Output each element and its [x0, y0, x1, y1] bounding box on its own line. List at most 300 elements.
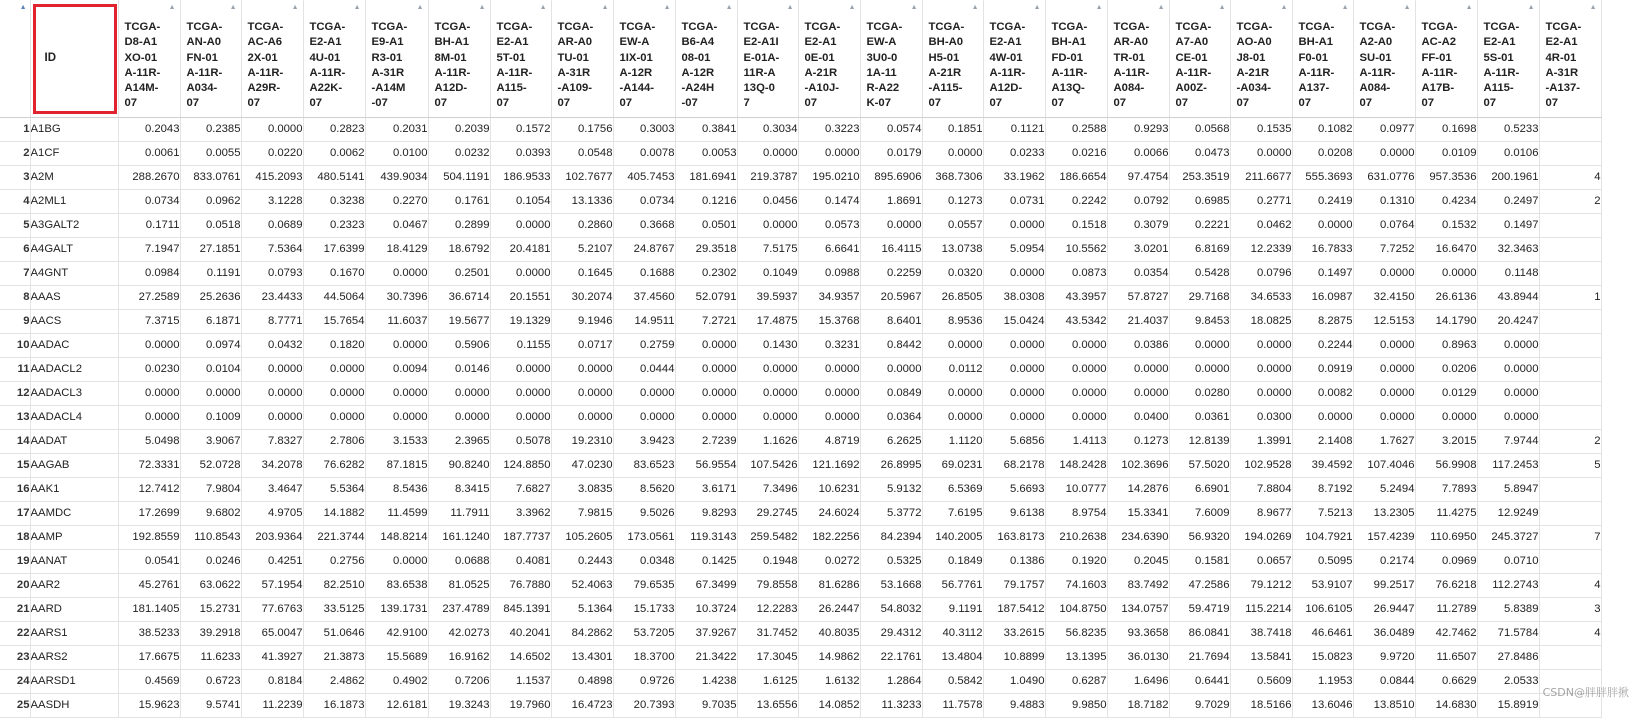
value-cell: 11.2239 — [241, 693, 303, 717]
value-cell: 0.0000 — [490, 381, 551, 405]
value-cell: 17.6399 — [303, 237, 365, 261]
value-cell: 0.0710 — [1477, 549, 1539, 573]
value-cell: 1.0490 — [983, 669, 1045, 693]
value-cell: 0.0969 — [1415, 549, 1477, 573]
value-cell: 11.3233 — [860, 693, 922, 717]
value-cell: 107.5426 — [737, 453, 798, 477]
row-index-header[interactable] — [0, 0, 30, 117]
value-cell: 0.1191 — [180, 261, 241, 285]
column-header-label: TCGA-AO-A0J8-01A-21R-A034-07 — [1236, 21, 1273, 110]
sort-icon: ▲ — [19, 4, 27, 11]
value-cell: 87.1815 — [365, 453, 428, 477]
value-cell: 0.2588 — [1045, 117, 1107, 141]
value-cell: 22.1761 — [860, 645, 922, 669]
value-cell: 9.9720 — [1353, 645, 1415, 669]
column-header-label: TCGA-AC-A62X-01A-11R-A29R-07 — [247, 21, 284, 110]
value-cell: 0.0000 — [613, 405, 675, 429]
gene-id-cell: AAMDC — [30, 501, 118, 525]
value-cell: 6.6901 — [1169, 477, 1230, 501]
value-cell: 0.6985 — [1169, 189, 1230, 213]
value-cell: 19.7960 — [490, 693, 551, 717]
value-cell: 0.5428 — [1169, 261, 1230, 285]
value-cell: 1.1953 — [1292, 669, 1353, 693]
value-cell: 0.0000 — [241, 357, 303, 381]
value-cell: 0.0717 — [551, 333, 613, 357]
value-cell: 0.1425 — [675, 549, 737, 573]
value-cell: 0.0000 — [303, 405, 365, 429]
value-cell: 53.7205 — [613, 621, 675, 645]
table-row[interactable] — [0, 477, 1601, 501]
value-cell: 0.1920 — [1045, 549, 1107, 573]
value-cell: 0.0000 — [613, 381, 675, 405]
value-cell: 0.1497 — [1477, 213, 1539, 237]
value-cell: 36.0130 — [1107, 645, 1169, 669]
value-cell: 0.5095 — [1292, 549, 1353, 573]
value-cell: 0.0731 — [983, 189, 1045, 213]
value-cell: 0.3079 — [1107, 213, 1169, 237]
value-cell: 0.4569 — [118, 669, 180, 693]
value-cell: 27.8486 — [1477, 645, 1539, 669]
gene-id-cell: AADACL4 — [30, 405, 118, 429]
value-cell: 0.0220 — [241, 141, 303, 165]
value-cell: 0.0444 — [613, 357, 675, 381]
value-cell: 51.0646 — [303, 621, 365, 645]
row-number: 23 — [0, 645, 30, 669]
value-cell: 15.7654 — [303, 309, 365, 333]
value-cell: 37.9267 — [675, 621, 737, 645]
column-header[interactable] — [551, 0, 613, 117]
value-cell: 0.2221 — [1169, 213, 1230, 237]
value-cell: 112.2743 — [1477, 573, 1539, 597]
value-cell: 0.1698 — [1415, 117, 1477, 141]
value-cell: 0.0456 — [737, 189, 798, 213]
value-cell: 26.8995 — [860, 453, 922, 477]
row-number: 13 — [0, 405, 30, 429]
value-cell: 52.4063 — [551, 573, 613, 597]
value-cell: 20.4181 — [490, 237, 551, 261]
gene-id-cell: A2ML1 — [30, 189, 118, 213]
value-cell: 5.2107 — [551, 237, 613, 261]
value-cell: 0.0000 — [180, 381, 241, 405]
value-cell: 5.2494 — [1353, 477, 1415, 501]
value-cell: 9.1191 — [922, 597, 983, 621]
value-cell: 0.0000 — [922, 333, 983, 357]
value-cell: 0.0000 — [1045, 381, 1107, 405]
value-cell: 0.0000 — [118, 405, 180, 429]
value-cell: 9.9850 — [1045, 693, 1107, 717]
value-cell: 0.4898 — [551, 669, 613, 693]
value-cell: 17.2699 — [118, 501, 180, 525]
sort-icon: ▲ — [910, 4, 918, 11]
value-cell: 81.0525 — [428, 573, 490, 597]
value-cell: 8.2875 — [1292, 309, 1353, 333]
table-row[interactable] — [0, 165, 1601, 189]
value-cell: 1.6125 — [737, 669, 798, 693]
column-header-label: TCGA-EW-A3U0-01A-11R-A22K-07 — [866, 21, 903, 110]
value-cell: 0.0793 — [241, 261, 303, 285]
value-cell: 0.2385 — [180, 117, 241, 141]
value-cell: 0.0106 — [1477, 141, 1539, 165]
column-header[interactable] — [1477, 0, 1539, 117]
value-cell: 8.9536 — [922, 309, 983, 333]
value-cell: 2 — [1539, 429, 1601, 453]
value-cell: 7.8804 — [1230, 477, 1292, 501]
value-cell: 9.6802 — [180, 501, 241, 525]
row-number: 16 — [0, 477, 30, 501]
gene-id-cell: AAAS — [30, 285, 118, 309]
column-header[interactable] — [490, 0, 551, 117]
value-cell: 79.6535 — [613, 573, 675, 597]
gene-id-cell: AADACL2 — [30, 357, 118, 381]
value-cell: 186.6654 — [1045, 165, 1107, 189]
value-cell: 115.2214 — [1230, 597, 1292, 621]
sort-icon: ▲ — [168, 4, 176, 11]
value-cell: 42.9100 — [365, 621, 428, 645]
value-cell: 504.1191 — [428, 165, 490, 189]
sort-icon: ▲ — [1033, 4, 1041, 11]
value-cell: 140.2005 — [922, 525, 983, 549]
column-header[interactable] — [860, 0, 922, 117]
value-cell: 36.6714 — [428, 285, 490, 309]
table-row[interactable] — [0, 549, 1601, 573]
value-cell: 56.8235 — [1045, 621, 1107, 645]
table-row[interactable] — [0, 333, 1601, 357]
value-cell: 26.2447 — [798, 597, 860, 621]
column-header[interactable] — [737, 0, 798, 117]
value-cell: 5.6856 — [983, 429, 1045, 453]
value-cell: 0.2242 — [1045, 189, 1107, 213]
value-cell: 0.3034 — [737, 117, 798, 141]
value-cell: 237.4789 — [428, 597, 490, 621]
value-cell: 219.3787 — [737, 165, 798, 189]
value-cell: 194.0269 — [1230, 525, 1292, 549]
value-cell: 0.0000 — [737, 213, 798, 237]
value-cell: 26.6136 — [1415, 285, 1477, 309]
value-cell: 26.9447 — [1353, 597, 1415, 621]
value-cell: 163.8173 — [983, 525, 1045, 549]
value-cell: 0.2323 — [303, 213, 365, 237]
value-cell — [1539, 477, 1601, 501]
value-cell: 0.0792 — [1107, 189, 1169, 213]
gene-id-cell: AARS1 — [30, 621, 118, 645]
value-cell: 68.2178 — [983, 453, 1045, 477]
value-cell: 0.0000 — [490, 261, 551, 285]
table-row[interactable] — [0, 213, 1601, 237]
value-cell: 833.0761 — [180, 165, 241, 189]
table-row[interactable] — [0, 597, 1601, 621]
value-cell: 7.1947 — [118, 237, 180, 261]
value-cell: 9.6138 — [983, 501, 1045, 525]
value-cell: 16.0987 — [1292, 285, 1353, 309]
table-row[interactable] — [0, 693, 1601, 717]
value-cell: 0.0467 — [365, 213, 428, 237]
column-header[interactable] — [1415, 0, 1477, 117]
table-row[interactable] — [0, 453, 1601, 477]
value-cell: 34.6533 — [1230, 285, 1292, 309]
value-cell: 97.4754 — [1107, 165, 1169, 189]
value-cell: 181.6941 — [675, 165, 737, 189]
value-cell: 19.1329 — [490, 309, 551, 333]
table-row[interactable] — [0, 381, 1601, 405]
row-number: 18 — [0, 525, 30, 549]
column-header[interactable] — [613, 0, 675, 117]
value-cell: 3.6171 — [675, 477, 737, 501]
value-cell — [1539, 501, 1601, 525]
value-cell — [1539, 645, 1601, 669]
value-cell: 14.0852 — [798, 693, 860, 717]
value-cell: 0.1273 — [1107, 429, 1169, 453]
column-header[interactable] — [428, 0, 490, 117]
value-cell: 72.3331 — [118, 453, 180, 477]
value-cell: 0.0573 — [798, 213, 860, 237]
table-row[interactable] — [0, 357, 1601, 381]
gene-id-cell: AADAC — [30, 333, 118, 357]
value-cell: 3.0201 — [1107, 237, 1169, 261]
value-cell: 0.9293 — [1107, 117, 1169, 141]
value-cell: 0.0000 — [1045, 357, 1107, 381]
value-cell: 0.0000 — [118, 333, 180, 357]
value-cell: 895.6906 — [860, 165, 922, 189]
value-cell: 102.9528 — [1230, 453, 1292, 477]
column-header-label: TCGA-E2-A10E-01A-21R-A10J-07 — [804, 21, 841, 110]
value-cell: 44.5064 — [303, 285, 365, 309]
value-cell: 0.0473 — [1169, 141, 1230, 165]
value-cell: 2 — [1539, 189, 1601, 213]
column-header[interactable] — [180, 0, 241, 117]
value-cell: 81.6286 — [798, 573, 860, 597]
value-cell: 0.0000 — [241, 117, 303, 141]
row-number: 1 — [0, 117, 30, 141]
gene-id-cell: A3GALT2 — [30, 213, 118, 237]
value-cell: 63.0622 — [180, 573, 241, 597]
value-cell: 0.1474 — [798, 189, 860, 213]
table-row[interactable] — [0, 525, 1601, 549]
value-cell: 0.0066 — [1107, 141, 1169, 165]
value-cell: 0.0962 — [180, 189, 241, 213]
value-cell — [1539, 213, 1601, 237]
table-row[interactable] — [0, 621, 1601, 645]
value-cell: 0.0000 — [241, 381, 303, 405]
value-cell: 0.0541 — [118, 549, 180, 573]
value-cell: 0.0246 — [180, 549, 241, 573]
value-cell: 0.2270 — [365, 189, 428, 213]
table-row[interactable] — [0, 141, 1601, 165]
value-cell: 0.0400 — [1107, 405, 1169, 429]
value-cell: 6.2625 — [860, 429, 922, 453]
value-cell: 7.3715 — [118, 309, 180, 333]
value-cell: 0.0364 — [860, 405, 922, 429]
column-header[interactable] — [675, 0, 737, 117]
value-cell: 0.0000 — [1353, 333, 1415, 357]
value-cell: 0.0112 — [922, 357, 983, 381]
value-cell: 0.0000 — [675, 405, 737, 429]
column-header-id[interactable] — [30, 0, 118, 117]
row-number: 25 — [0, 693, 30, 717]
value-cell: 3.4647 — [241, 477, 303, 501]
value-cell: 0.0000 — [1230, 381, 1292, 405]
value-cell: 9.7029 — [1169, 693, 1230, 717]
value-cell: 20.4247 — [1477, 309, 1539, 333]
value-cell: 14.6502 — [490, 645, 551, 669]
value-cell: 67.3499 — [675, 573, 737, 597]
value-cell: 0.4902 — [365, 669, 428, 693]
sort-icon: ▲ — [416, 4, 424, 11]
value-cell: 7.7893 — [1415, 477, 1477, 501]
value-cell: 56.7761 — [922, 573, 983, 597]
value-cell: 161.1240 — [428, 525, 490, 549]
value-cell: 480.5141 — [303, 165, 365, 189]
table-row[interactable] — [0, 189, 1601, 213]
sort-icon: ▲ — [539, 4, 547, 11]
value-cell: 0.8442 — [860, 333, 922, 357]
value-cell: 4.8719 — [798, 429, 860, 453]
value-cell: 117.2453 — [1477, 453, 1539, 477]
value-cell: 18.6792 — [428, 237, 490, 261]
column-header[interactable] — [1045, 0, 1107, 117]
table-row[interactable] — [0, 261, 1601, 285]
value-cell: 0.6287 — [1045, 669, 1107, 693]
value-cell: 6.8169 — [1169, 237, 1230, 261]
value-cell: 84.2862 — [551, 621, 613, 645]
value-cell: 13.6046 — [1292, 693, 1353, 717]
highlight-box — [33, 4, 117, 114]
value-cell: 0.0000 — [1169, 357, 1230, 381]
value-cell: 32.4150 — [1353, 285, 1415, 309]
value-cell: 40.3112 — [922, 621, 983, 645]
value-cell: 259.5482 — [737, 525, 798, 549]
column-header[interactable] — [1230, 0, 1292, 117]
value-cell: 9.4883 — [983, 693, 1045, 717]
value-cell: 0.0000 — [118, 381, 180, 405]
column-header[interactable] — [303, 0, 365, 117]
column-header[interactable] — [365, 0, 428, 117]
value-cell: 1.1537 — [490, 669, 551, 693]
table-row[interactable] — [0, 405, 1601, 429]
value-cell: 14.9511 — [613, 309, 675, 333]
column-header-label: TCGA-AN-A0FN-01A-11R-A034-07 — [186, 21, 223, 110]
row-number: 21 — [0, 597, 30, 621]
value-cell: 10.3724 — [675, 597, 737, 621]
value-cell: 12.8139 — [1169, 429, 1230, 453]
gene-id-cell: AARS2 — [30, 645, 118, 669]
row-number: 22 — [0, 621, 30, 645]
column-header[interactable] — [241, 0, 303, 117]
value-cell: 0.0000 — [737, 405, 798, 429]
value-cell: 5.8389 — [1477, 597, 1539, 621]
sort-icon: ▲ — [725, 4, 733, 11]
value-cell: 107.4046 — [1353, 453, 1415, 477]
column-header[interactable] — [1539, 0, 1601, 117]
gene-id-cell: A2M — [30, 165, 118, 189]
value-cell: 0.6441 — [1169, 669, 1230, 693]
sort-icon: ▲ — [1465, 4, 1473, 11]
value-cell: 0.0000 — [1045, 405, 1107, 429]
value-cell: 4 — [1539, 621, 1601, 645]
sort-icon: ▲ — [663, 4, 671, 11]
table-row[interactable] — [0, 117, 1601, 141]
value-cell: 0.2759 — [613, 333, 675, 357]
value-cell: 8.9754 — [1045, 501, 1107, 525]
column-header[interactable] — [983, 0, 1045, 117]
value-cell: 1.2864 — [860, 669, 922, 693]
value-cell: 0.5609 — [1230, 669, 1292, 693]
value-cell: 27.1851 — [180, 237, 241, 261]
value-cell: 16.7833 — [1292, 237, 1353, 261]
value-cell: 1.3991 — [1230, 429, 1292, 453]
value-cell: 34.2078 — [241, 453, 303, 477]
table-row[interactable] — [0, 501, 1601, 525]
value-cell: 16.4115 — [860, 237, 922, 261]
value-cell: 0.1849 — [922, 549, 983, 573]
value-cell: 29.2745 — [737, 501, 798, 525]
column-header-label: TCGA-BH-A0H5-01A-21R-A115-07 — [928, 21, 965, 110]
table-row[interactable] — [0, 573, 1601, 597]
table-row[interactable] — [0, 285, 1601, 309]
value-cell: 439.9034 — [365, 165, 428, 189]
value-cell: 0.0689 — [241, 213, 303, 237]
value-cell: 0.0000 — [675, 333, 737, 357]
value-cell: 9.8453 — [1169, 309, 1230, 333]
value-cell: 79.1212 — [1230, 573, 1292, 597]
value-cell: 24.8767 — [613, 237, 675, 261]
column-header[interactable] — [1107, 0, 1169, 117]
table-row[interactable] — [0, 429, 1601, 453]
column-header[interactable] — [798, 0, 860, 117]
value-cell: 0.0988 — [798, 261, 860, 285]
table-row[interactable] — [0, 237, 1601, 261]
value-cell: 13.0738 — [922, 237, 983, 261]
value-cell: 0.2497 — [1477, 189, 1539, 213]
column-header-label: TCGA-AC-A2FF-01A-11R-A17B-07 — [1421, 21, 1458, 110]
value-cell: 405.7453 — [613, 165, 675, 189]
column-header[interactable] — [118, 0, 180, 117]
value-cell: 0.0000 — [798, 405, 860, 429]
value-cell: 0.0000 — [365, 333, 428, 357]
value-cell: 7.7252 — [1353, 237, 1415, 261]
column-header-label: TCGA-E2-A14U-01A-11R-A22K-07 — [309, 21, 346, 110]
value-cell: 13.1336 — [551, 189, 613, 213]
table-row[interactable] — [0, 309, 1601, 333]
column-header[interactable] — [922, 0, 983, 117]
value-cell: 0.1851 — [922, 117, 983, 141]
value-cell: 46.6461 — [1292, 621, 1353, 645]
value-cell: 38.7418 — [1230, 621, 1292, 645]
value-cell: 15.5689 — [365, 645, 428, 669]
value-cell: 0.0000 — [1353, 141, 1415, 165]
value-cell: 0.0000 — [428, 405, 490, 429]
value-cell: 555.3693 — [1292, 165, 1353, 189]
value-cell: 0.0000 — [490, 357, 551, 381]
table-row[interactable] — [0, 669, 1601, 693]
value-cell: 82.2510 — [303, 573, 365, 597]
gene-id-cell: AADAT — [30, 429, 118, 453]
value-cell: 200.1961 — [1477, 165, 1539, 189]
value-cell: 3.9423 — [613, 429, 675, 453]
column-header[interactable] — [1353, 0, 1415, 117]
value-cell: 7.9804 — [180, 477, 241, 501]
table-row[interactable] — [0, 645, 1601, 669]
gene-id-cell: AARD — [30, 597, 118, 621]
value-cell: 17.3045 — [737, 645, 798, 669]
value-cell: 12.7412 — [118, 477, 180, 501]
value-cell: 40.8035 — [798, 621, 860, 645]
value-cell: 0.0354 — [1107, 261, 1169, 285]
column-header[interactable] — [1169, 0, 1230, 117]
column-header-label: TCGA-A2-A0SU-01A-11R-A084-07 — [1359, 21, 1396, 110]
column-header[interactable] — [1292, 0, 1353, 117]
gene-id-cell: AANAT — [30, 549, 118, 573]
value-cell: 0.0000 — [983, 261, 1045, 285]
